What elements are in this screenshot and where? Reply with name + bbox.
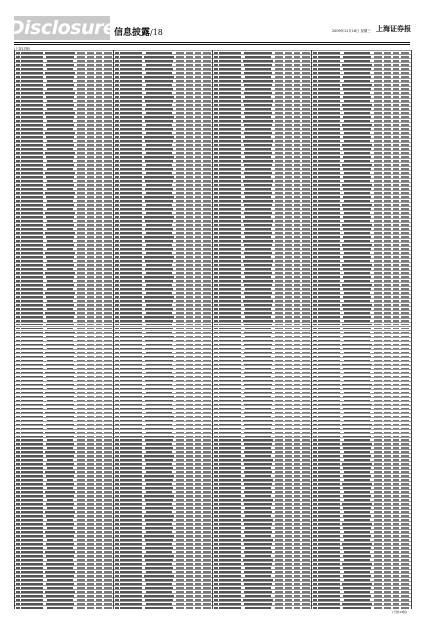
table-cell (120, 607, 142, 609)
table-cell (87, 607, 94, 609)
continued-tag: (下转19版) (392, 610, 408, 614)
table-cell (393, 607, 399, 609)
table-column (212, 50, 312, 609)
table-cell (343, 607, 371, 609)
section-title (114, 25, 163, 38)
table-cell (374, 607, 382, 609)
table-cell (176, 607, 184, 609)
table-cell (219, 607, 241, 609)
table-cell (145, 607, 174, 609)
table-cell (96, 607, 102, 609)
table-cell (186, 607, 193, 609)
table-cell (285, 607, 292, 609)
table-column (113, 50, 213, 609)
table-cell (195, 607, 201, 609)
table-cell (245, 607, 270, 609)
table-cell (318, 607, 340, 609)
masthead (0, 0, 421, 44)
table-cell (313, 607, 317, 609)
table-cell (275, 607, 283, 609)
section-title-text: 信息披露 (114, 28, 151, 38)
table-row (15, 605, 114, 610)
section-wordmark: Disclosure (8, 17, 116, 39)
table-row (114, 605, 213, 610)
table-cell (77, 607, 85, 609)
table-cell (21, 607, 43, 609)
table-column (311, 50, 412, 609)
table-column (14, 50, 114, 609)
table-row (213, 605, 312, 610)
table-cell (294, 607, 300, 609)
table-cell (401, 607, 409, 609)
table-cell (16, 607, 20, 609)
paper-name: 上海证券报 (376, 24, 411, 33)
table-cell (47, 607, 73, 609)
dateline: 2009年11月18日 星期三 (332, 29, 371, 33)
table-cell (384, 607, 391, 609)
table-cell (115, 607, 119, 609)
table-cell (203, 607, 211, 609)
table-cell (214, 607, 218, 609)
page-number: /18 (150, 28, 163, 37)
continuation-tag: (上接17版) (14, 47, 31, 51)
table-cell (104, 607, 112, 609)
disclosure-table (14, 50, 410, 609)
table-cell (302, 607, 310, 609)
